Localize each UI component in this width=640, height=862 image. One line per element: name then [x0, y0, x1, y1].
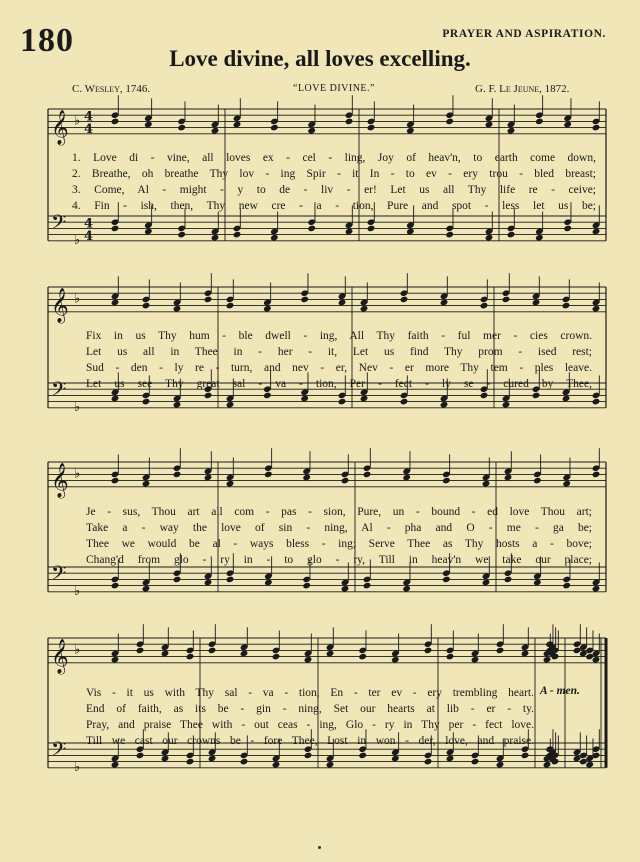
note-head — [264, 471, 273, 479]
verse-block — [86, 685, 534, 749]
note-head — [507, 127, 516, 135]
note-head — [406, 228, 415, 236]
note-head — [302, 582, 311, 590]
note-head — [270, 234, 279, 242]
note-head — [521, 650, 530, 658]
note-head — [208, 647, 217, 655]
treble-clef: 𝄞 — [51, 638, 69, 674]
note-head — [177, 231, 186, 239]
note-head — [226, 401, 235, 409]
treble-clef: 𝄞 — [51, 287, 69, 323]
lyric-line: Let us see Thy great sal - va - tion, Per - fect - ly se - cured by Thee, — [86, 378, 592, 390]
note-head — [300, 296, 309, 304]
note-head — [391, 656, 400, 664]
key-signature-flat: ♭ — [74, 642, 81, 658]
lyric-line: 2. Breathe, oh breathe Thy lov - ing Spir - it In - to ev - ery trou - bled breast; — [72, 168, 596, 180]
note-head — [173, 471, 182, 479]
note-head — [445, 231, 454, 239]
note-head — [111, 395, 120, 403]
time-signature-bottom: 4 — [84, 228, 94, 244]
note-head — [562, 302, 571, 310]
note-head — [480, 302, 489, 310]
note-head — [502, 296, 511, 304]
note-head — [263, 392, 272, 400]
note-head — [142, 398, 151, 406]
note-head — [442, 477, 451, 485]
time-signature-top: 4 — [84, 109, 94, 125]
key-signature-flat: ♭ — [74, 291, 81, 307]
page-dot — [318, 846, 321, 849]
key-signature-flat: ♭ — [74, 399, 81, 415]
section-heading: PRAYER AND ASPIRATION. — [442, 28, 606, 40]
bass-clef: 𝄢 — [51, 210, 67, 239]
note-head — [161, 650, 170, 658]
note-head — [302, 474, 311, 482]
time-signature-top: 4 — [84, 216, 94, 232]
note-head — [402, 474, 411, 482]
note-head — [446, 653, 455, 661]
note-head — [136, 647, 145, 655]
treble-clef: 𝄞 — [51, 109, 69, 145]
note-head — [485, 234, 494, 242]
note-head — [367, 225, 376, 233]
note-head — [345, 228, 354, 236]
note-head — [204, 474, 213, 482]
note-head — [358, 653, 367, 661]
lyric-line: Vis - it us with Thy sal - va - tion, En - ter ev - ery trembling heart. — [86, 687, 534, 699]
lyric-line: 4. Fin - ish, then, Thy new cre - a - tion, Pure and spot - less let us be; — [72, 200, 596, 212]
note-head — [502, 401, 511, 409]
note-head — [543, 761, 552, 769]
note-head — [326, 761, 335, 769]
lyric-line: Fix in us Thy hum - ble dwell - ing, All Thy faith - ful mer - cies crown. — [86, 330, 592, 342]
note-head — [592, 305, 601, 313]
note-head — [471, 656, 480, 664]
note-head — [504, 474, 513, 482]
lyric-line: Pray, and praise Thee with - out ceas - ing, Glo - ry in Thy per - fect love. — [86, 719, 534, 731]
note-head — [263, 305, 272, 313]
tune-name: “LOVE DIVINE.” — [293, 83, 375, 94]
note-head — [211, 127, 220, 135]
note-head — [233, 121, 242, 129]
note-head — [482, 579, 491, 587]
note-head — [535, 234, 544, 242]
note-head — [482, 480, 491, 488]
note-head — [341, 477, 350, 485]
note-head — [507, 231, 516, 239]
lyric-line: 3. Come, Al - might - y to de - liv - er! Let us all Thy life re - ceive; — [72, 184, 596, 196]
key-signature-flat: ♭ — [74, 113, 81, 129]
note-head — [485, 121, 494, 129]
note-head — [592, 471, 601, 479]
note-head — [144, 121, 153, 129]
note-head — [204, 296, 213, 304]
note-head — [208, 755, 217, 763]
note-head — [535, 118, 544, 126]
treble-clef: 𝄞 — [51, 462, 69, 498]
note-head — [363, 471, 372, 479]
note-head — [304, 752, 313, 760]
note-head — [562, 582, 571, 590]
hymn-number: 180 — [20, 22, 74, 59]
note-head — [592, 124, 601, 132]
lyric-line: Let us all in Thee in - her - it, Let us find Thy prom - ised rest; — [86, 346, 592, 358]
lyric-line: Sud - den - ly re - turn, and nev - er, Nev - er more Thy tem - ples leave. — [86, 362, 592, 374]
note-head — [504, 576, 513, 584]
note-head — [391, 755, 400, 763]
note-head — [161, 755, 170, 763]
note-head — [592, 585, 601, 593]
note-head — [562, 395, 571, 403]
lyric-line: 1. Love di - vine, all loves ex - cel - ling, Joy of heav'n, to earth come down, — [72, 152, 596, 164]
note-head — [177, 124, 186, 132]
note-head — [445, 118, 454, 126]
note-head — [111, 477, 120, 485]
note-head — [144, 228, 153, 236]
note-head — [173, 401, 182, 409]
note-head — [326, 650, 335, 658]
note-head — [300, 395, 309, 403]
hymn-title: Love divine, all loves excelling. — [169, 46, 471, 71]
note-head — [446, 755, 455, 763]
note-head — [226, 302, 235, 310]
verse-block — [86, 328, 592, 392]
time-signature-bottom: 4 — [84, 121, 94, 137]
note-head — [304, 656, 313, 664]
note-head — [264, 579, 273, 587]
note-head — [563, 121, 572, 129]
note-head — [186, 653, 195, 661]
note-head — [358, 752, 367, 760]
note-head — [204, 392, 213, 400]
note-head — [272, 761, 281, 769]
bass-clef: 𝄢 — [51, 377, 67, 406]
key-signature-flat: ♭ — [74, 466, 81, 482]
note-head — [240, 758, 249, 766]
note-head — [142, 302, 151, 310]
note-head — [440, 401, 449, 409]
note-head — [345, 118, 354, 126]
note-head — [532, 392, 541, 400]
note-head — [496, 647, 505, 655]
note-head — [136, 752, 145, 760]
note-head — [338, 299, 347, 307]
note-head — [111, 656, 120, 664]
lyric-line: Till we cast our crowns be - fore Thee, Lost in won - der, love, and praise. — [86, 735, 534, 747]
note-head — [338, 398, 347, 406]
note-head — [173, 576, 182, 584]
note-head — [360, 395, 369, 403]
lyric-line: Je - sus, Thou art all com - pas - sion, Pure, un - bound - ed love Thou art; — [86, 506, 592, 518]
lyric-line: Take a - way the love of sin - ning, Al - pha and O - me - ga be; — [86, 522, 592, 534]
note-head — [341, 585, 350, 593]
note-head — [226, 480, 235, 488]
note-head — [272, 653, 281, 661]
note-head — [186, 758, 195, 766]
note-head — [111, 225, 120, 233]
note-head — [424, 758, 433, 766]
note-head — [592, 398, 601, 406]
note-head — [563, 225, 572, 233]
verse-block — [72, 150, 596, 214]
note-head — [533, 477, 542, 485]
lyric-line: End of faith, as its be - gin - ning, Set our hearts at lib - er - ty. — [86, 703, 534, 715]
note-head — [402, 585, 411, 593]
note-head — [111, 299, 120, 307]
note-head — [173, 305, 182, 313]
key-signature-flat: ♭ — [74, 583, 81, 599]
note-head — [142, 480, 151, 488]
note-head — [400, 296, 409, 304]
note-head — [111, 761, 120, 769]
note-head — [406, 127, 415, 135]
note-head — [367, 124, 376, 132]
note-head — [592, 228, 601, 236]
note-head — [360, 305, 369, 313]
note-head — [363, 582, 372, 590]
note-head — [592, 656, 601, 664]
note-head — [211, 234, 220, 242]
note-head — [142, 585, 151, 593]
note-head — [204, 579, 213, 587]
note-head — [532, 299, 541, 307]
composer-credit: G. F. Le Jeune, 1872. — [475, 83, 570, 95]
amen-label: A - men. — [540, 685, 580, 697]
note-head — [424, 647, 433, 655]
lyric-line: Chang'd from glo - ry in - to glo - ry, Till in heav'n we take our place; — [86, 554, 592, 566]
note-head — [533, 579, 542, 587]
note-head — [400, 398, 409, 406]
note-head — [226, 576, 235, 584]
note-head — [270, 124, 279, 132]
verse-block — [86, 504, 592, 568]
note-head — [111, 582, 120, 590]
bass-clef: 𝄢 — [51, 737, 67, 766]
note-head — [521, 752, 530, 760]
note-head — [307, 127, 316, 135]
note-head — [496, 761, 505, 769]
bass-clef: 𝄢 — [51, 561, 67, 590]
note-head — [307, 225, 316, 233]
note-head — [240, 650, 249, 658]
key-signature-flat: ♭ — [74, 759, 81, 775]
note-head — [480, 392, 489, 400]
note-head — [471, 758, 480, 766]
lyric-line: Thee we would be al - ways bless - ing; Serve Thee as Thy hosts a - bove; — [86, 538, 592, 550]
note-head — [543, 656, 552, 664]
note-head — [233, 231, 242, 239]
key-signature-flat: ♭ — [74, 232, 81, 248]
note-head — [442, 576, 451, 584]
note-head — [111, 118, 120, 126]
note-head — [440, 299, 449, 307]
author-credit: C. Wesley, 1746. — [72, 83, 151, 95]
note-head — [585, 761, 594, 769]
note-head — [562, 480, 571, 488]
